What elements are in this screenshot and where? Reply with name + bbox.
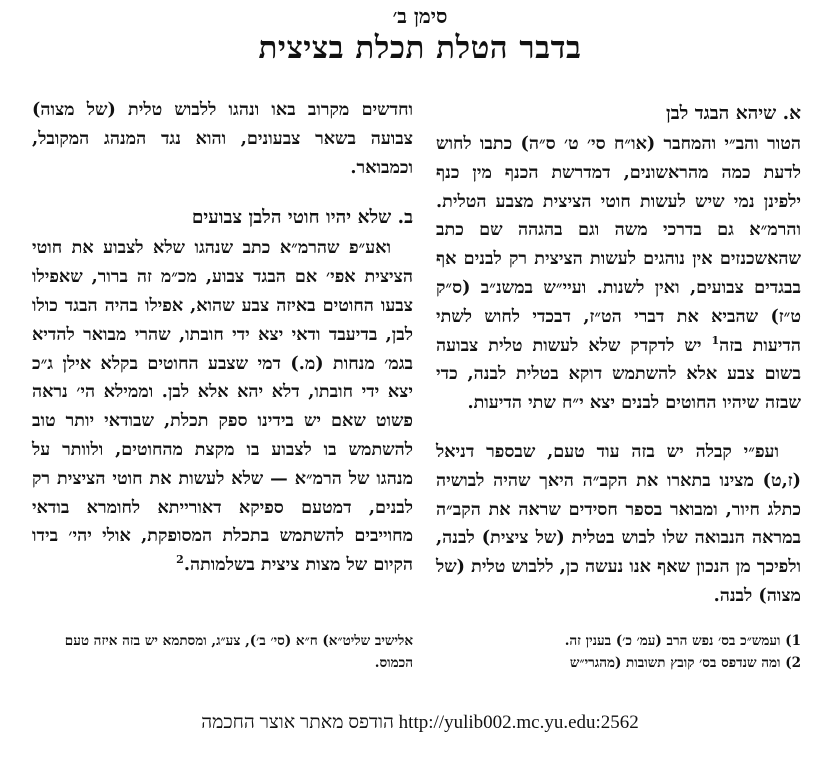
footnotes-left	[32, 630, 413, 674]
left-column	[32, 96, 413, 580]
section-b-paragraph	[32, 234, 413, 580]
section-a-paragraph-2: ועפ״י קבלה יש בזה עוד טעם, שבספר דניאל (ז,ט) מצינו בתארו את הקב״ה היאך שהיה לבושיה כתלג חיור, ומבואר בספר חסידים שראה את הקב״ה במראה הנבואה שלו לבוש בטלית (של ציצית) לבנה, ולפיכך מן הנכון שאף אנו נעשה כן, ללבוש טלית (של מצוה) לבנה.	[436, 440, 801, 606]
printed-from-text: הודפס מאתר אוצר החכמה	[201, 712, 399, 733]
section-a-paragraph-1-end: יש לדקדק שלא לעשות טלית צבועה בשום צבע אלא להשתמש דוקא בטלית לבנה, כדי שבזה שיהיו החוטים לבנים יצא י״ח שתי הדיעות.	[436, 334, 801, 414]
footnote-ref-1[interactable]: 1	[711, 333, 720, 347]
page-title: בדבר הטלת תכלת בציצית	[258, 30, 582, 66]
section-a-paragraph-1	[436, 130, 801, 418]
section-a-paragraph-1-text: הטור והב״י והמחבר (או״ח סי׳ ט׳ ס״ה) כתבו לחוש לדעת כמה מהראשונים, דמדרשת הכנף מין כנף ילפינן נמי שיש לעשות חוטי הציצית מצבע הטלית. והרמ״א גם בדרכי משה וגם בהגהה שם כתב שהאשכנזים אין נוהגים לעשות הציצית רק לבנים אף בבגדים צבועים, ואין לשנות. ועיי״ש במשנ״ב (ס״ק ט״ז) שהביא את דברי הט״ז, דבכדי לחוש לשתי הדיעות בזה	[436, 133, 802, 356]
footnote-2-continued: אלישיב שליט״א) ח״א (סי׳ ב׳), צע״ג, ומסתמא יש בזה איזה טעם הכמוס.	[64, 633, 413, 671]
continued-paragraph: וחדשים מקרוב באו ונהגו ללבוש טלית (של מצוה) צבועה בשאר צבעונים, והוא נגד המנהג המקובל, וכמבואר.	[32, 99, 413, 178]
section-a-heading: א. שיהא הבגד לבן	[666, 103, 801, 124]
section-b-paragraph-text: ואע״פ שהרמ״א כתב שנהגו שלא לצבוע את חוטי הציצית אפי׳ אם הבגד צבוע, מכ״מ זה ברור, שאפילו צבעו החוטים באיזה צבע שהוא, אפילו בהיה הבגד כולו לבן, בדיעבד ודאי יצא ידי חובתו, שהרי מבואר להדיא בגמ׳ מנחות (מ.) דמי שצבע החוטים בקלא אילן ג״כ יצא ידי חובתו, דלא יהא אלא לבן. וממילא הי׳ נראה פשוט שאם יש בידינו ספק תכלת, שבודאי יותר טוב להשתמש בו לצבוע בו מקצת מהחוטים, ולוותר על מנהגו של הרמ״א — שלא לעשות את חוטי הציצית רק לבנים, דמטעם ספיקא דאורייתא לחומרא בודאי מחוייבים להשתמש בתכלת המסופקת, אולי יהי׳ בידו הקיום של מצות ציצית בשלמותה.	[32, 237, 413, 576]
section-b-heading: ב. שלא יהיו חוטי הלבן צבועים	[191, 207, 413, 229]
printed-from-line	[0, 712, 840, 734]
source-url[interactable]: http://yulib002.mc.yu.edu:2562	[398, 712, 639, 733]
footnote-ref-2[interactable]: 2	[176, 553, 184, 567]
siman-label: סימן ב׳	[392, 4, 448, 28]
footnotes-right	[436, 630, 801, 674]
footnote-1: 1) ועמש״כ בס׳ נפש הרב (עמ׳ כ׳) בענין זה.	[564, 633, 801, 649]
right-column	[436, 96, 801, 611]
footnote-2: 2) ומה שנדפס בס׳ קובץ תשובות (מהגרי״ש	[569, 655, 801, 671]
